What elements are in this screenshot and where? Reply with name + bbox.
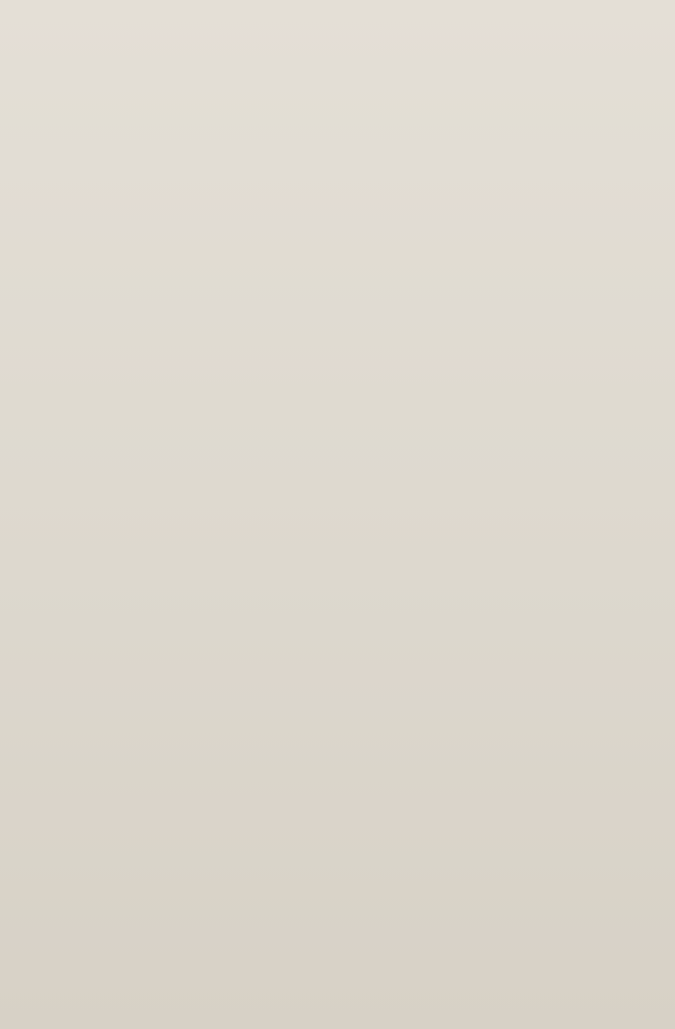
decree-text <box>10 825 640 831</box>
